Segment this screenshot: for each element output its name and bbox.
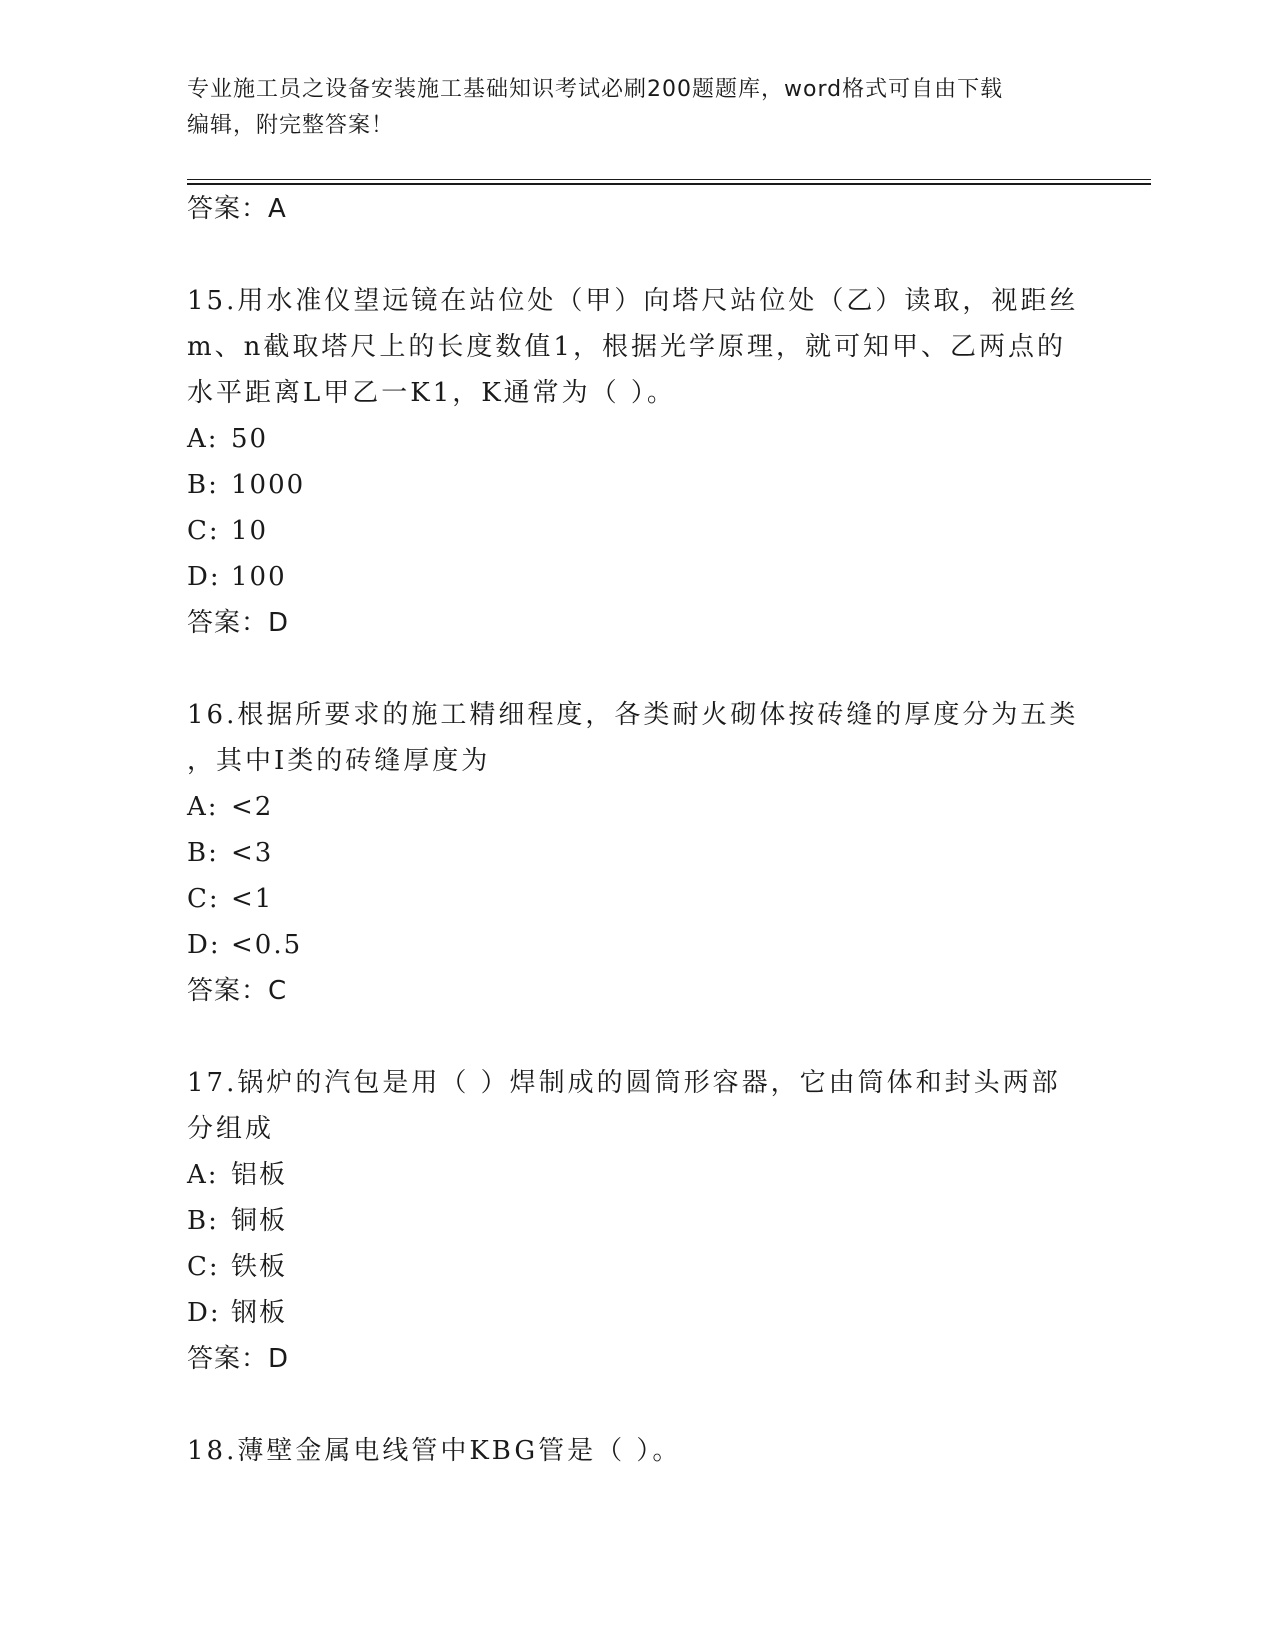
- question-text-line: 18.薄壁金属电线管中KBG管是（ ）。: [187, 1436, 682, 1466]
- question-answer: 答案：D: [187, 1344, 290, 1374]
- option-a: A: 铝板: [187, 1160, 288, 1190]
- option-c: C: 10: [187, 516, 269, 546]
- question-text-line: 水平距离L甲乙一K1，K通常为（ ）。: [187, 378, 676, 408]
- spacer: [187, 232, 1087, 278]
- question-17: [187, 1060, 1087, 1428]
- spacer: [187, 1014, 1087, 1060]
- question-18: [187, 1428, 1087, 1474]
- option-b: B: 铜板: [187, 1206, 288, 1236]
- question-text-line: 16.根据所要求的施工精细程度，各类耐火砌体按砖缝的厚度分为五类: [187, 700, 1079, 730]
- question-text-line: 15.用水准仪望远镜在站位处（甲）向塔尺站位处（乙）读取，视距丝: [187, 286, 1079, 316]
- question-text-line: 17.锅炉的汽包是用（ ）焊制成的圆筒形容器，它由筒体和封头两部: [187, 1068, 1061, 1098]
- header-divider-thin: [187, 179, 1151, 180]
- option-b: B: 1000: [187, 470, 306, 500]
- question-answer: 答案：D: [187, 608, 290, 638]
- question-answer: 答案：C: [187, 976, 288, 1006]
- spacer: [187, 1382, 1087, 1428]
- option-a: A: 50: [187, 424, 269, 454]
- option-d: D: <0.5: [187, 930, 303, 960]
- header-title-line-1: 专业施工员之设备安装施工基础知识考试必刷200题题库，word格式可自由下载: [187, 77, 1004, 102]
- header-divider-thick: [187, 183, 1151, 185]
- option-d: D: 钢板: [187, 1298, 288, 1328]
- spacer: [187, 646, 1087, 692]
- option-b: B: <3: [187, 838, 274, 868]
- option-a: A: <2: [187, 792, 274, 822]
- document-header: [187, 72, 1087, 144]
- option-c: C: 铁板: [187, 1252, 288, 1282]
- header-title-line-2: 编辑，附完整答案！: [187, 113, 395, 138]
- question-text-line: ，其中I类的砖缝厚度为: [187, 746, 491, 776]
- option-d: D: 100: [187, 562, 287, 592]
- question-text-line: 分组成: [187, 1114, 275, 1144]
- question-15: [187, 278, 1087, 692]
- question-list: [187, 186, 1087, 1474]
- previous-answer: 答案：A: [187, 194, 287, 224]
- question-16: [187, 692, 1087, 1060]
- option-c: C: <1: [187, 884, 274, 914]
- question-text-line: m、n截取塔尺上的长度数值1，根据光学原理，就可知甲、乙两点的: [187, 332, 1066, 362]
